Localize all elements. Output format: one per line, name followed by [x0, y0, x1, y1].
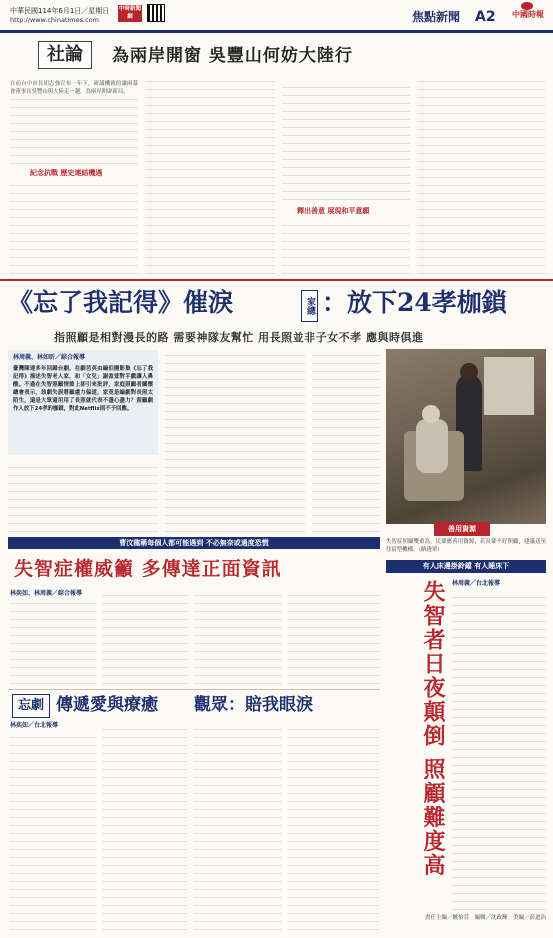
feature-subhead: 指照顧是相對漫長的路 需要神隊友幫忙 用長照並非子女不孝 應與時俱進 — [54, 331, 424, 344]
drama-text-col3 — [194, 722, 282, 930]
editorial-text-col3-top — [282, 80, 410, 200]
side-kicker — [386, 560, 546, 573]
feature-byline: 林周義、林如昕／綜合報導 — [13, 354, 86, 361]
editorial-subhead-1: 紀念抗戰 歷史連結機遇 — [30, 169, 103, 177]
feature-tag — [301, 290, 318, 322]
qr-code — [147, 4, 165, 22]
photo-label — [434, 522, 490, 536]
feature-headline-2-text: 放下24孝枷鎖 — [347, 288, 507, 317]
feature-text-col2 — [165, 350, 305, 532]
dementia-headline: 失智症權威籲 多傳達正面資訊 — [14, 558, 282, 580]
drama-text-col1 — [10, 732, 96, 930]
photo-patient — [416, 419, 448, 473]
drama-tag — [12, 694, 50, 718]
section-rule — [0, 279, 553, 281]
dementia-byline: 林奕如、林周義／綜合報導 — [10, 590, 83, 597]
editorial-text-col3-bottom — [282, 220, 410, 274]
feature-tag-text: 家總 — [305, 297, 316, 315]
side-vertical-headline: 失智者日夜顛倒 照顧難度高 — [420, 580, 446, 878]
feature-headline-2 — [322, 286, 507, 320]
photo-label-text: 善用資源 — [448, 525, 476, 533]
masthead-rule — [0, 30, 553, 33]
dementia-text-col1 — [10, 600, 96, 684]
brand-logo-text: 中國時報 — [512, 9, 544, 19]
feature-headline-colon: ： — [322, 288, 348, 317]
page-number: A2 — [475, 9, 496, 25]
masthead — [0, 0, 553, 30]
section-name: 焦點新聞 — [412, 10, 461, 24]
side-text — [452, 590, 546, 910]
photo-caption: 失智症照顧雙重為，民眾應善用資源，若長輩不好照顧，建議送至住宿型機構。（路透單） — [386, 539, 546, 553]
editorial-intro: 在前台中市長胡志強宣布一年下，研議機就的讓兩幕會董事長吳豐山與大陸走一趟，為兩岸開辟新局。 — [10, 81, 138, 95]
photo-caregiver-head — [460, 363, 478, 381]
editorial-text-col1-top — [10, 98, 138, 164]
drama-headline-2: 觀眾：賠我眼淚 — [194, 695, 313, 715]
footer-credits: 責任主編／饒怡萱 編輯／沈政輝 美編／彭道治 — [424, 915, 546, 921]
editorial-badge — [38, 41, 92, 69]
feature-lead-box — [8, 350, 158, 455]
site-url: http://www.chinatimes.com — [10, 16, 99, 24]
dementia-text-col3 — [194, 590, 282, 684]
editorial-text-col4 — [417, 80, 545, 274]
feature-text-col3 — [312, 350, 380, 532]
editorial-text-col2 — [145, 80, 275, 274]
drama-text-col2 — [102, 722, 188, 930]
editorial-headline: 為兩岸開窗 吳豐山何妨大陸行 — [112, 46, 353, 66]
drama-text-col4 — [288, 722, 380, 930]
divider-band — [8, 537, 380, 549]
article-separator — [8, 689, 380, 690]
feature-headline: 《忘了我記得》催淚 — [8, 288, 234, 317]
drama-headline: 傳遞愛與療癒 — [56, 695, 158, 715]
brand-logo — [507, 2, 549, 28]
dementia-text-col4 — [288, 590, 380, 684]
drama-byline: 林奕如／台北報導 — [10, 722, 59, 729]
editorial-text-col1-bottom — [10, 182, 138, 274]
feature-lead: 臺灣陳達多年回歸台劇，在劇芭英由編伯圃影集《忘了我記得》描述失智老人家，和「女兒」謝盈萱對手戲讓人鼻酸。不過在失智照顧情節上卻引來批評，家庭照顧者關懷總會表示，該劇失誤將顧慮力偏道，家竟是編劇對長照太陌生，還是大眾還用用了長照就代表不盡心盡力？照顧劇作人放下24孝的枷鎖，對此Netflix則不予回應。 — [13, 365, 153, 412]
issue-date: 中華民國114年6月1日／星期日 — [10, 7, 110, 15]
photo-window — [484, 357, 534, 415]
side-byline: 林周義／台北報導 — [452, 580, 501, 587]
divider-band-text: 曹汶龍稱每個人都可能遇到 不必無奈或過度恐慌 — [119, 539, 269, 547]
photo-patient-head — [422, 405, 440, 423]
feature-text-col1 — [8, 462, 158, 532]
dementia-text-col2 — [102, 590, 188, 684]
feature-photo — [386, 349, 546, 524]
small-logo-badge — [118, 5, 142, 22]
editorial-subhead-2: 釋出善意 展現和平意願 — [297, 207, 370, 215]
drama-tag-text: 忘劇 — [17, 697, 44, 713]
editorial-badge-text: 社論 — [47, 44, 83, 65]
small-logo-text: 中時新聞網 — [118, 6, 141, 20]
side-kicker-text: 有人床邊掛鈴鐺 有人睡床下 — [422, 562, 510, 570]
